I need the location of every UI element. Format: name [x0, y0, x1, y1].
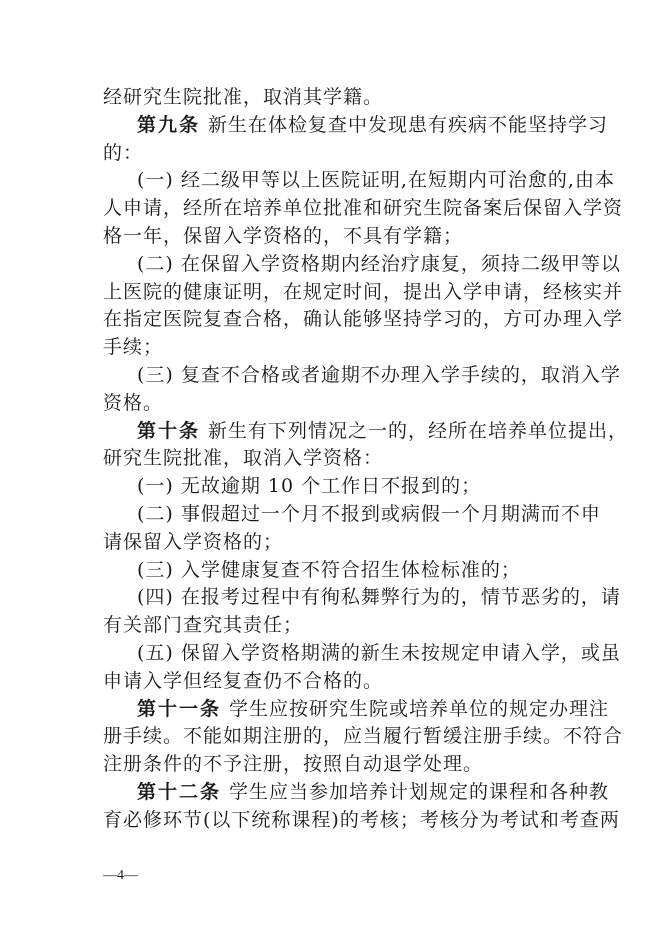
line-text: 人申请，经所在培养单位批准和研究生院备案后保留入学资 — [103, 197, 624, 220]
document-body — [103, 84, 629, 835]
text-line — [103, 779, 610, 807]
paragraph — [103, 251, 624, 362]
line-text: 上医院的健康证明，在规定时间，提出入学申请，经核实并 — [103, 280, 624, 303]
text-line — [103, 390, 563, 418]
page-number: —4— — [103, 868, 138, 883]
text-line — [103, 167, 615, 195]
text-line — [103, 251, 621, 279]
line-text: 格一年，保留入学资格的，不具有学籍； — [103, 224, 464, 247]
article-heading: 第十一条 — [137, 697, 222, 720]
article-heading: 第十条 — [137, 419, 201, 442]
text-line — [103, 807, 620, 835]
line-text: 资格。 — [103, 391, 164, 414]
text-line — [103, 334, 563, 362]
paragraph — [103, 362, 621, 418]
article-heading: 第十二条 — [137, 780, 222, 803]
line-text: 新生有下列情况之一的，经所在培养单位提出， — [208, 419, 629, 442]
line-text: (四) 在报考过程中有徇私舞弊行为的，情节恶劣的，请 — [137, 586, 621, 609]
article-paragraph — [103, 112, 609, 168]
line-text: 册手续。不能如期注册的，应当履行暂缓注册手续。不符合 — [103, 725, 624, 748]
line-text: 注册条件的不予注册，按照自动退学处理。 — [103, 753, 484, 776]
line-text: 学生应按研究生院或培养单位的规定办理注 — [229, 697, 610, 720]
text-line — [103, 723, 624, 751]
text-line — [103, 445, 563, 473]
paragraph — [103, 84, 563, 112]
line-text: 学生应当参加培养计划规定的课程和各种教 — [229, 780, 610, 803]
text-line — [103, 751, 563, 779]
line-text: (三) 入学健康复查不符合招生体检标准的； — [137, 558, 521, 581]
text-line — [103, 195, 624, 223]
line-text: 手续； — [103, 336, 164, 359]
text-line — [103, 362, 621, 390]
text-line — [103, 668, 563, 696]
paragraph — [103, 167, 624, 250]
text-line — [103, 306, 624, 334]
line-text: 的： — [103, 141, 144, 164]
line-text: (一) 经二级甲等以上医院证明,在短期内可治愈的,由本 — [137, 169, 615, 192]
line-text: (二) 在保留入学资格期内经治疗康复，须持二级甲等以 — [137, 252, 621, 275]
article-heading: 第九条 — [137, 113, 201, 136]
line-text: 有关部门查究其责任； — [103, 614, 304, 637]
paragraph — [103, 557, 563, 585]
text-line — [103, 501, 601, 529]
line-text: (三) 复查不合格或者逾期不办理入学手续的，取消入学 — [137, 363, 621, 386]
text-line — [103, 418, 629, 446]
article-paragraph — [103, 779, 620, 835]
text-line — [103, 279, 624, 307]
line-text: (五) 保留入学资格期满的新生未按规定申请入学，或虽 — [137, 641, 621, 664]
paragraph — [103, 640, 621, 696]
text-line — [103, 473, 563, 501]
paragraph — [103, 473, 563, 501]
text-line — [103, 696, 610, 724]
paragraph — [103, 584, 621, 640]
text-line — [103, 584, 621, 612]
text-line — [103, 557, 563, 585]
line-text: (一) 无故逾期 10 个工作日不报到的； — [137, 475, 482, 498]
text-line — [103, 223, 563, 251]
line-text: 经研究生院批准，取消其学籍。 — [103, 86, 384, 108]
text-line — [103, 640, 621, 668]
line-text: 请保留入学资格的； — [103, 530, 284, 553]
text-line — [103, 84, 563, 112]
text-line — [103, 140, 563, 168]
line-text: 新生在体检复查中发现患有疾病不能坚持学习 — [208, 113, 609, 136]
line-text: 育必修环节(以下统称课程)的考核；考核分为考试和考查两 — [103, 808, 620, 831]
text-line — [103, 612, 563, 640]
line-text: 申请入学但经复查仍不合格的。 — [103, 669, 384, 692]
line-text: 研究生院批准，取消入学资格： — [103, 447, 384, 470]
article-paragraph — [103, 418, 629, 474]
text-line — [103, 529, 563, 557]
paragraph — [103, 501, 601, 557]
line-text: (二) 事假超过一个月不报到或病假一个月期满而不申 — [137, 502, 601, 525]
line-text: 在指定医院复查合格，确认能够坚持学习的，方可办理入学 — [103, 308, 624, 331]
text-line — [103, 112, 609, 140]
article-paragraph — [103, 696, 624, 779]
